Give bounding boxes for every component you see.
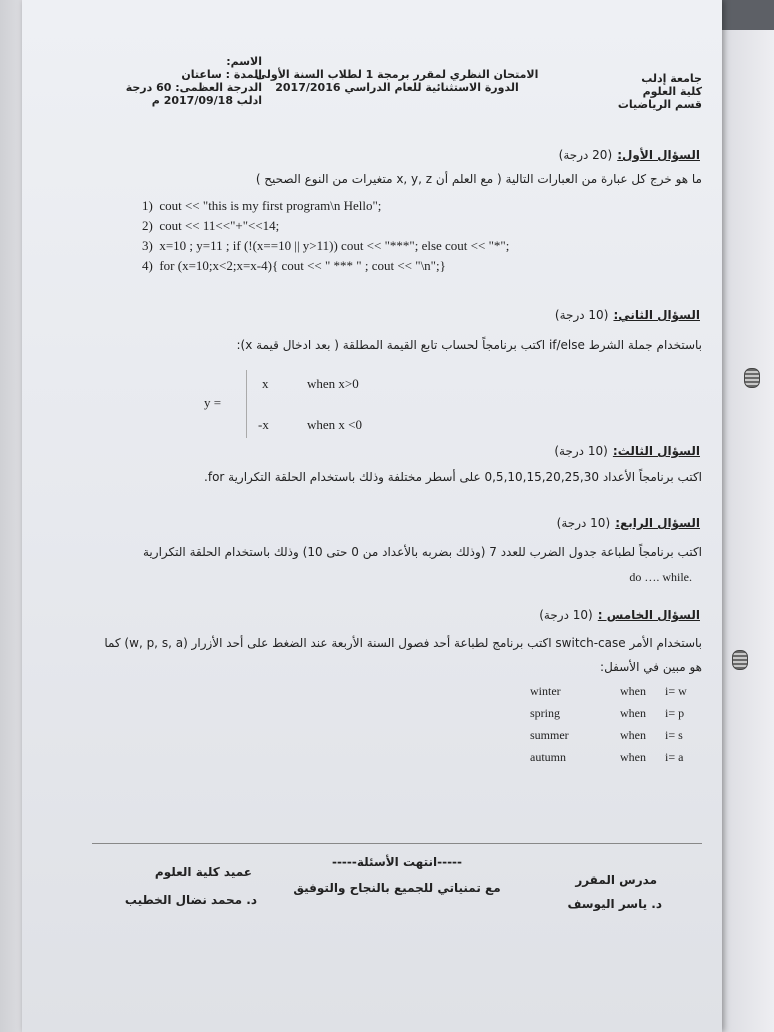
footer-divider [92, 843, 702, 844]
teacher-name: د. ياسر اليوسف [567, 897, 662, 911]
end-of-questions: -----انتهت الأسئلة----- [331, 855, 463, 869]
q1-marks: (20 درجة) [558, 148, 613, 162]
q1-instruction: ما هو خرج كل عبارة من العبارات التالية ( مع العلم أن x, y, z متغيرات من النوع الصحيح ) [255, 172, 702, 186]
q1-item-code: x=10 ; y=11 ; if (!(x==10 || y>11)) cout << "***"; else cout << "*"; [159, 238, 510, 253]
q5-heading [539, 604, 700, 623]
binder-ring-icon [744, 368, 760, 388]
exam-meta-block [125, 55, 262, 107]
dean-name: د. محمد نضال الخطيب [124, 893, 257, 907]
duration: المدة : ساعتان [181, 68, 262, 81]
q5-instruction-line2: هو مبين في الأسفل: [600, 660, 702, 674]
season-name: autumn [530, 750, 566, 764]
q1-item-number: 4) [142, 258, 153, 273]
exam-session: الدورة الاستثنائية للعام الدراسي 2017/2016 [275, 81, 519, 94]
q5-instruction-line1: باستخدام الأمر switch-case اكتب برنامج لطباعة أحد فصول السنة الأربعة عند الضغط على أحد الأزرار (w, p, s, a) كما [104, 636, 702, 650]
season-when: when [620, 684, 646, 698]
q4-heading [557, 512, 700, 531]
university-block [618, 72, 702, 111]
case2-value: -x [258, 417, 269, 432]
q1-item-number: 2) [142, 218, 153, 233]
q1-heading [559, 144, 700, 163]
season-condition: i= w [665, 684, 687, 698]
binder-ring-icon [732, 650, 748, 670]
season-name: winter [530, 684, 561, 698]
q1-item-code: for (x=10;x<2;x=x-4){ cout << " *** " ; cout << "\n";} [159, 258, 446, 273]
q1-item [142, 218, 279, 234]
season-when: when [620, 706, 646, 720]
q1-item-code: cout << "this is my first program\n Hello"; [159, 198, 382, 213]
q1-item [142, 258, 446, 274]
q4-instruction-line1: اكتب برنامجاً لطباعة جدول الضرب للعدد 7 (وذلك بضربه بالأعداد من 0 حتى 10) وذلك باستخدام الحلقة التكرارية [143, 545, 702, 559]
q1-item [142, 198, 381, 214]
q5-title: السؤال الخامس : [597, 608, 700, 622]
season-name: summer [530, 728, 569, 742]
name-label: الاسم: [226, 55, 262, 68]
q1-item-code: cout << 11<<"+"<<14; [159, 218, 280, 233]
piecewise-brace [246, 370, 247, 438]
abs-function-lhs: y = [204, 395, 222, 410]
exam-sheet [22, 0, 722, 1032]
facing-page [713, 30, 774, 1032]
q3-title: السؤال الثالث: [612, 444, 700, 458]
case1-value: x [262, 376, 269, 391]
q5-marks: (10 درجة) [539, 608, 593, 622]
q3-marks: (10 درجة) [554, 444, 608, 458]
department-name: قسم الرياضيات [617, 98, 702, 111]
case1-condition: when x>0 [307, 376, 359, 391]
season-when: when [620, 728, 646, 742]
q2-title: السؤال الثاني: [613, 308, 700, 322]
dean-title: عميد كلية العلوم [154, 865, 252, 879]
exam-title-block [252, 68, 542, 94]
q2-heading [555, 304, 700, 323]
q2-instruction: باستخدام جملة الشرط if/else اكتب برنامجاً لحساب تابع القيمة المطلقة ( بعد ادخال قيمة x): [236, 338, 702, 352]
season-condition: i= p [665, 706, 685, 720]
season-condition: i= s [665, 728, 683, 742]
exam-date: ادلب 2017/09/18 م [151, 94, 262, 107]
q3-instruction: اكتب برنامجاً الأعداد 0,5,10,15,20,25,30 على أسطر مختلفة وذلك باستخدام الحلقة التكرارية for. [204, 470, 702, 484]
q1-item-number: 1) [142, 198, 153, 213]
closing-wishes: مع تمنياتي للجميع بالنجاح والتوفيق [293, 881, 501, 895]
season-name: spring [530, 706, 560, 720]
season-condition: i= a [665, 750, 684, 764]
q4-title: السؤال الرابع: [615, 516, 700, 530]
exam-title: الامتحان النظري لمقرر برمجة 1 لطلاب السنة الأولى [255, 68, 539, 81]
university-name: جامعة إدلب [641, 72, 702, 85]
q1-item [142, 238, 509, 254]
max-grade: الدرجة العظمى: 60 درجة [125, 81, 262, 94]
q1-item-number: 3) [142, 238, 153, 253]
teacher-title: مدرس المقرر [575, 873, 657, 887]
case2-condition: when x <0 [307, 417, 362, 432]
q3-heading [554, 440, 700, 459]
q4-instruction-line2: do …. while. [629, 570, 692, 584]
faculty-name: كلية العلوم [642, 85, 702, 98]
season-when: when [620, 750, 646, 764]
q4-marks: (10 درجة) [556, 516, 611, 530]
season-row [530, 706, 684, 721]
q1-title: السؤال الأول: [617, 148, 700, 162]
season-row [530, 684, 687, 699]
q2-marks: (10 درجة) [554, 308, 609, 322]
season-row [530, 750, 683, 765]
season-row [530, 728, 683, 743]
